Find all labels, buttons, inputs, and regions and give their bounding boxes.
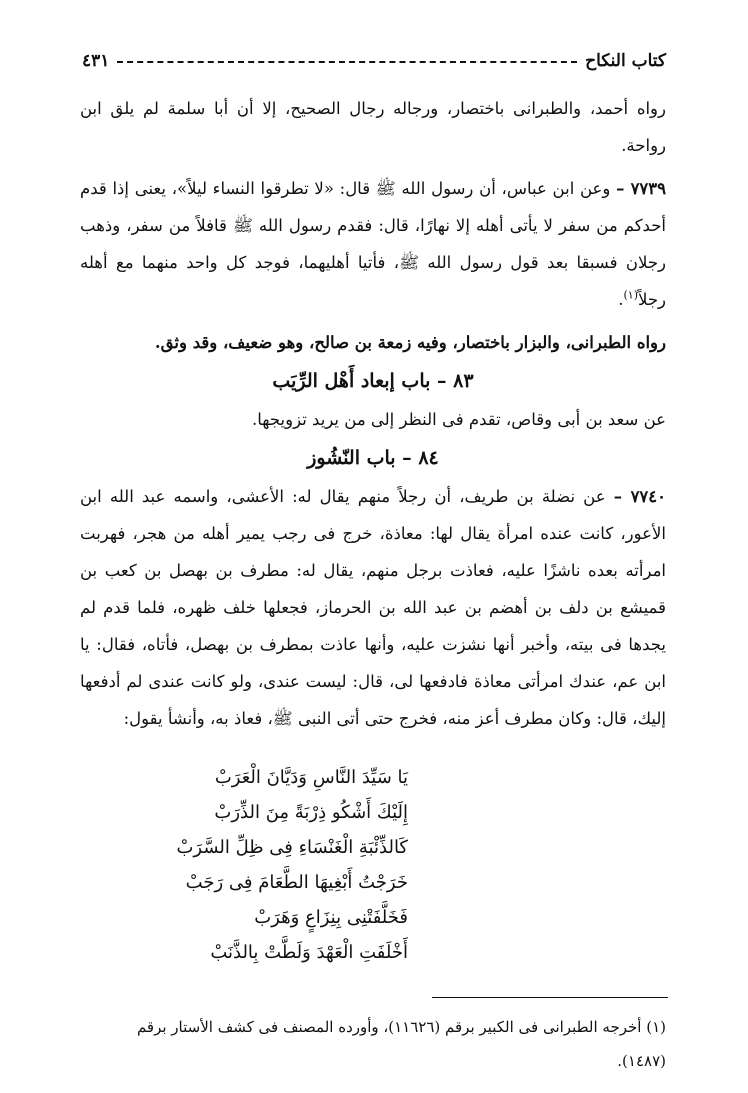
poem-line: يَا سَيِّدَ النَّاسِ وَدَيَّانَ الْعَرَبْ — [214, 767, 408, 788]
footnote-line: (١) أخرجه الطبرانى فى الكبير برقم (١١٦٢٦)، وأورده المصنف فى كشف الأستار برقم — [136, 1018, 666, 1036]
footnote-separator — [432, 997, 668, 998]
header-title: كتاب النكاح — [585, 51, 666, 71]
poem-line: أَخْلَفَتِ الْعَهْدَ وَلَطَّتْ بِالذَّنَبْ — [210, 942, 408, 963]
hadith-number: ٧٧٣٩ – — [616, 179, 667, 198]
poem-line: إِلَيْكَ أَشْكُو ذِرْبَةً مِنَ الذِّرَبْ — [214, 802, 408, 823]
poem-line: كَالذِّئْبَةِ الْغَنْسَاءِ فِى ظِلِّ السَّرَبْ — [176, 837, 408, 858]
paragraph-cross-reference: عن سعد بن أبى وقاص، تقدم فى النظر إلى من يريد تزويجها. — [252, 410, 666, 429]
hadith-number: ٧٧٤٠ – — [613, 487, 667, 506]
main-text — [80, 90, 666, 737]
chapter-heading-84: ٨٤ – باب النّشُوز — [307, 447, 439, 469]
footnote — [80, 1010, 666, 1078]
paragraph-attribution-1: رواه أحمد، والطبرانى باختصار، ورجاله رجال الصحيح، إلا أن أبا سلمة لم يلق ابن رواحة. — [80, 99, 666, 155]
poem — [176, 760, 408, 970]
footnote-line: (١٤٨٧). — [617, 1052, 666, 1070]
header-dashed-rule — [117, 61, 577, 63]
hadith-7739: ٧٧٣٩ – وعن ابن عباس، أن رسول الله ﷺ قال: «لا تطرقوا النساء ليلاً»، يعنى إذا قدم أحدكم من سفر لا يأتى أهله إلا نهارًا، قال: فقدم رسول الله ﷺ قافلاً من سفر، وذهب رجلان فسبقا بعد قول رسول الله ﷺ، فأتيا أهليهما، فوجد كل واحد منهما مع أهله رجلاً$^{(١)}$. — [80, 179, 667, 309]
footnote-marker: (١) — [623, 288, 638, 302]
hadith-7740: ٧٧٤٠ – عن نضلة بن طريف، أن رجلاً منهم يقال له: الأعشى، واسمه عبد الله ابن الأعور، كانت عنده امرأة يقال لها: معاذة، خرج فى رجب يمير أهله من هجر، فهربت امرأته بعده ناشزًا عليه، فعاذت برجل منهم، يقال له: مطرف بن بهصل بن كعب بن قميشع بن دلف بن أهضم بن عبد الله بن الحرماز، فجعلها خلف ظهره، فلما قدم لم يجدها فى بيته، وأخبر أنها نشزت عليه، وأنها عاذت بمطرف بن بهصل، فأتاه، فقال: يا ابن عم، عندك امرأتى معاذة فادفعها لى، قال: ليست عندى، ولو كانت عندى لم أدفعها إليك، قال: وكان مطرف أعز منه، فخرج حتى أتى النبى ﷺ، فعاذ به، وأنشأ يقول: — [80, 487, 667, 728]
page-number: ٤٣١ — [82, 51, 110, 71]
paragraph-attribution-2: رواه الطبرانى، والبزار باختصار، وفيه زمعة بن صالح، وهو ضعيف، وقد وثق. — [154, 333, 666, 352]
running-header — [82, 46, 666, 76]
poem-line: فَخَلَّفَتْنِى بِنِزَاعٍ وَهَرَبْ — [254, 907, 408, 928]
poem-line: خَرَجْتُ أَبْغِيهَا الطَّعَامَ فِى رَجَبْ — [185, 872, 408, 893]
chapter-heading-83: ٨٣ – باب إبعاد أَهْل الرِّيَب — [272, 370, 474, 392]
